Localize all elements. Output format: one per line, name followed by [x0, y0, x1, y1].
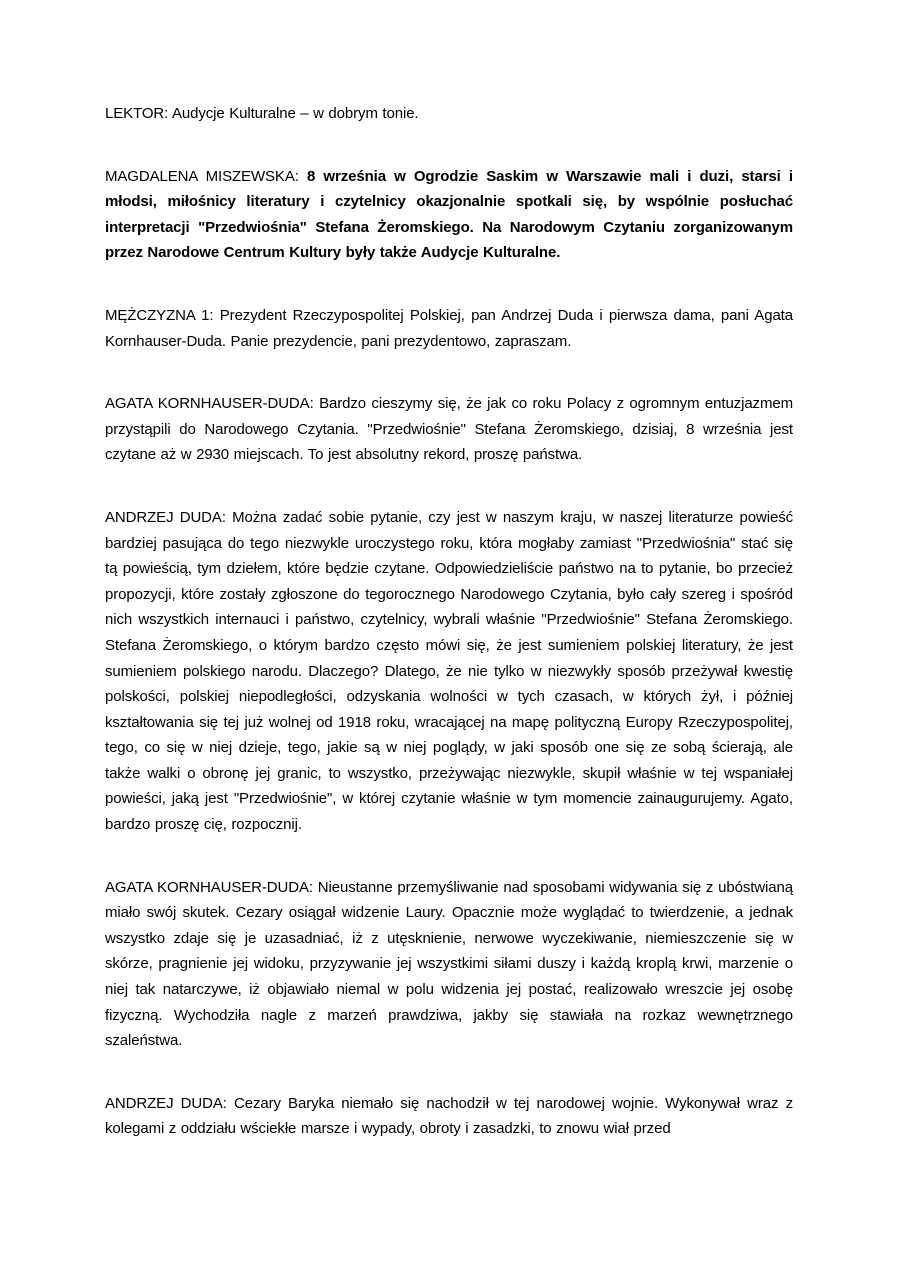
transcript-paragraph: [105, 1091, 793, 1142]
speaker-label: AGATA KORNHAUSER-DUDA:: [105, 395, 314, 413]
transcript-paragraph: [105, 101, 793, 127]
transcript-paragraph: [105, 303, 793, 354]
transcript-paragraph: [105, 875, 793, 1054]
speech-text: Nieustanne przemyśliwanie nad sposobami widywania się z ubóstwianą miało swój skutek. Cezary osiągał widzenie Laury. Opacznie może wyglądać to twierdzenie, a jednak wszystko zdaje się je uzasadniać, iż z utęsknienie, nerwowe wyczekiwanie, niemieszczenie się w skórze, pragnienie jej widoku, przyzywanie jej wszystkimi siłami duszy i każdą kroplą krwi, marzenie o niej tak natarczywe, iż objawiało niemal w polu widzenia jej postać, realizowało wreszcie jej osobę fizyczną. Wychodziła nagle z marzeń prawdziwa, jakby się stawiała na rozkaz wewnętrznego szaleństwa.: [105, 878, 793, 1050]
speaker-label: AGATA KORNHAUSER-DUDA:: [105, 878, 313, 896]
speech-text: 8 września w Ogrodzie Saskim w Warszawie mali i duzi, starsi i młodsi, miłośnicy literatury i czytelnicy okazjonalnie spotkali się, by wspólnie posłuchać interpretacji "Przedwiośnia" Stefana Żeromskiego. Na Narodowym Czytaniu zorganizowanym przez Narodowe Centrum Kultury były także Audycje Kulturalne.: [105, 167, 793, 262]
speech-text: Cezary Baryka niemało się nachodził w tej narodowej wojnie. Wykonywał wraz z kolegami z oddziału wściekłe marsze i wypady, obroty i zasadzki, to znowu wiał przed: [105, 1094, 793, 1138]
speaker-label: MĘŻCZYZNA 1:: [105, 306, 214, 324]
speech-text: Bardzo cieszymy się, że jak co roku Polacy z ogromnym entuzjazmem przystąpili do Narodowego Czytania. "Przedwiośnie" Stefana Żeromskiego, dzisiaj, 8 września jest czytane aż w 2930 miejscach. To jest absolutny rekord, proszę państwa.: [105, 395, 793, 464]
speaker-label: ANDRZEJ DUDA:: [105, 1094, 227, 1112]
transcript-paragraph: [105, 391, 793, 468]
transcript-paragraph: [105, 505, 793, 838]
speech-text: Prezydent Rzeczypospolitej Polskiej, pan Andrzej Duda i pierwsza dama, pani Agata Kornhauser-Duda. Panie prezydencie, pani prezydentowo, zapraszam.: [105, 306, 793, 350]
speaker-label: LEKTOR:: [105, 105, 169, 122]
speaker-label: ANDRZEJ DUDA:: [105, 508, 226, 526]
speaker-label: MAGDALENA MISZEWSKA:: [105, 167, 299, 185]
speech-text: Można zadać sobie pytanie, czy jest w naszym kraju, w naszej literaturze powieść bardziej pasująca do tego niezwykle uroczystego roku, która mogłaby zamiast "Przedwiośnia" stać się tą powieścią, tym dziełem, które będzie czytane. Odpowiedzieliście państwo na to pytanie, bo przecież propozycji, które zostały zgłoszone do tegorocznego Narodowego Czytania, było cały szereg i spośród nich wszystkich internauci i państwo, czytelnicy, wybrali właśnie "Przedwiośnie" Stefana Żeromskiego. Stefana Żeromskiego, o którym bardzo często mówi się, że jest sumieniem polskiej literatury, że jest sumieniem polskiego narodu. Dlaczego? Dlatego, że nie tylko w niezwykły sposób przeżywał kwestię polskości, polskiej niepodległości, odzyskania wolności w tych czasach, w których żył, i później kształtowania się tej już wolnej od 1918 roku, wracającej na mapę polityczną Europy Rzeczypospolitej, tego, co się w niej dzieje, tego, jakie są w niej poglądy, w jaki sposób one się ze sobą ścierają, ale także walki o obronę jej granic, to wszystko, przeżywając niezwykle, skupił właśnie w tej wspaniałej powieści, jaką jest "Przedwiośnie", w której czytanie właśnie w tym momencie zainaugurujemy. Agato, bardzo proszę cię, rozpocznij.: [105, 508, 793, 834]
speech-text: Audycje Kulturalne – w dobrym tonie.: [171, 105, 419, 122]
transcript-paragraph: [105, 164, 793, 266]
